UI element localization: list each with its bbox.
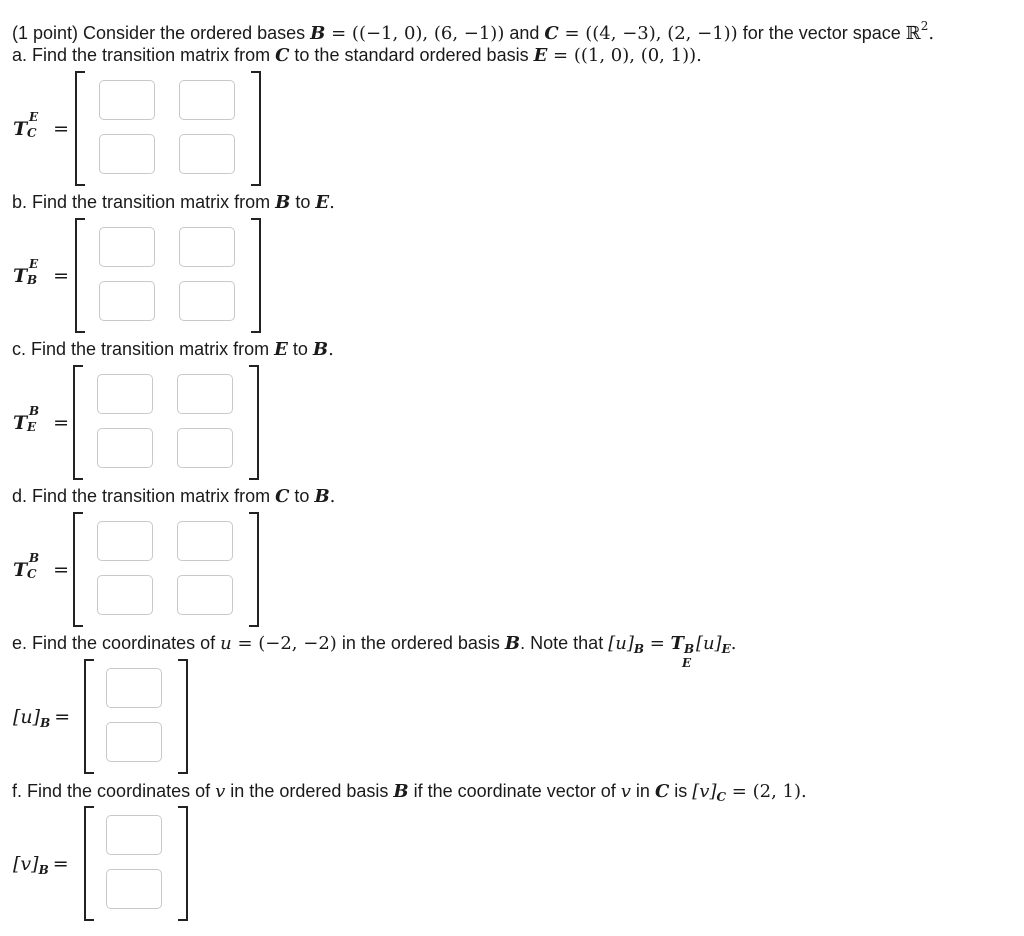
- part-e-formula-end: .: [730, 633, 737, 654]
- part-a-to-basis: E: [533, 45, 548, 66]
- part-b-cell-r2c1[interactable]: [99, 281, 155, 321]
- left-bracket: [84, 659, 94, 774]
- part-a-basis-value: = ((1, 0), (0, 1)).: [547, 45, 702, 66]
- basis-b-symbol: B: [310, 23, 326, 44]
- part-e-cell-r1[interactable]: [106, 668, 162, 708]
- part-f-vector-var: v: [215, 781, 226, 802]
- part-e-formula-lhs-sub: B: [633, 642, 644, 656]
- part-e-formula-rhs-sub: E: [721, 642, 731, 656]
- equals-sign: =: [53, 412, 70, 434]
- part-f-cell-r1[interactable]: [106, 815, 162, 855]
- left-bracket: [73, 512, 83, 627]
- part-a-cell-r2c2[interactable]: [179, 134, 235, 174]
- part-f-in-text: in: [630, 781, 655, 801]
- part-a-middle-text: to the standard ordered basis: [289, 45, 534, 65]
- part-d-period: .: [329, 486, 336, 507]
- part-a-cell-r1c1[interactable]: [99, 80, 155, 120]
- problem-statement: [12, 14, 934, 46]
- part-f-middle-text: in the ordered basis: [225, 781, 394, 801]
- transition-superscript: B: [29, 551, 40, 565]
- equals-sign: =: [53, 559, 70, 581]
- part-e-formula-eq: =: [644, 633, 671, 654]
- part-c-middle-text: to: [287, 339, 313, 359]
- coord-vector-subscript: B: [40, 716, 51, 730]
- basis-c-value: = ((4, −3), (2, −1)): [558, 23, 738, 44]
- transition-symbol: T: [13, 412, 28, 434]
- part-d-to-basis: B: [314, 486, 330, 507]
- part-d-cell-r1c1[interactable]: [97, 521, 153, 561]
- equals-sign: =: [52, 853, 69, 875]
- real-space-symbol: ℝ: [905, 23, 921, 44]
- equals-sign: =: [53, 118, 70, 140]
- equals-sign: =: [53, 265, 70, 287]
- part-a-cell-r2c1[interactable]: [99, 134, 155, 174]
- part-e-vector-value: = (−2, −2): [231, 633, 337, 654]
- part-e-formula-rhs: [u]: [695, 633, 722, 654]
- right-bracket: [251, 218, 261, 333]
- basis-b-value: = ((−1, 0), (6, −1)): [325, 23, 505, 44]
- part-b-cell-r2c2[interactable]: [179, 281, 235, 321]
- part-a-question: [12, 43, 702, 68]
- part-b-to-basis: E: [315, 192, 330, 213]
- part-f-vec-lhs-sub: C: [716, 790, 727, 804]
- transition-symbol: T: [13, 265, 28, 287]
- part-e-vector-label: [13, 706, 70, 730]
- part-d-matrix-label: [13, 551, 70, 582]
- real-space-exponent: 2: [920, 19, 929, 33]
- left-bracket: [84, 806, 94, 921]
- transition-subscript: B: [27, 273, 38, 287]
- intro-period: .: [928, 23, 935, 44]
- part-d-cell-r2c1[interactable]: [97, 575, 153, 615]
- part-f-vector-label: [13, 853, 69, 877]
- left-bracket: [75, 218, 85, 333]
- coord-vector-symbol: [u]: [13, 706, 41, 728]
- part-a-cell-r1c2[interactable]: [179, 80, 235, 120]
- part-e-formula-t-sub: E: [681, 656, 692, 670]
- part-d-question: [12, 484, 335, 509]
- part-e-middle-text: in the ordered basis: [336, 633, 505, 653]
- part-c-period: .: [328, 339, 334, 360]
- part-f-basis: B: [393, 781, 409, 802]
- part-c-matrix-label: [13, 404, 70, 435]
- part-b-matrix-label: [13, 257, 70, 288]
- transition-subscript: C: [27, 126, 37, 140]
- part-e-formula-t: T: [670, 633, 684, 654]
- part-e-formula-t-sup: B: [683, 642, 695, 656]
- part-c-to-basis: B: [312, 339, 329, 360]
- part-f-question: [12, 779, 807, 809]
- vector-space-text: for the vector space: [737, 23, 906, 43]
- left-bracket: [75, 71, 85, 186]
- part-e-note-text: . Note that: [520, 633, 609, 653]
- left-bracket: [73, 365, 83, 480]
- transition-superscript: E: [29, 110, 39, 124]
- right-bracket: [249, 512, 259, 627]
- part-d-from-basis: C: [275, 486, 290, 507]
- part-c-question: [12, 337, 334, 362]
- part-e-cell-r2[interactable]: [106, 722, 162, 762]
- part-d-text: d. Find the transition matrix from: [12, 486, 276, 506]
- transition-subscript: C: [27, 567, 37, 581]
- intro-text: (1 point) Consider the ordered bases: [12, 23, 311, 43]
- part-e-text: e. Find the coordinates of: [12, 633, 221, 653]
- right-bracket: [178, 659, 188, 774]
- coord-vector-subscript: B: [38, 863, 49, 877]
- transition-symbol: T: [13, 118, 28, 140]
- part-f-is-text: is: [669, 781, 693, 801]
- part-a-text: a. Find the transition matrix from: [12, 45, 276, 65]
- part-f-vec-value: = (2, 1).: [726, 781, 807, 802]
- part-a-matrix-label: [13, 110, 70, 141]
- right-bracket: [249, 365, 259, 480]
- part-d-middle-text: to: [289, 486, 315, 506]
- part-b-period: .: [329, 192, 335, 213]
- transition-superscript: E: [29, 257, 39, 271]
- part-f-vector-var2: v: [620, 781, 631, 802]
- part-d-cell-r2c2[interactable]: [177, 575, 233, 615]
- part-e-vector-var: u: [220, 633, 232, 654]
- transition-superscript: B: [29, 404, 40, 418]
- part-c-cell-r2c1[interactable]: [97, 428, 153, 468]
- part-c-from-basis: E: [274, 339, 288, 360]
- and-text: and: [504, 23, 545, 43]
- part-c-text: c. Find the transition matrix from: [12, 339, 275, 359]
- part-b-question: [12, 190, 335, 215]
- part-c-cell-r2c2[interactable]: [177, 428, 233, 468]
- right-bracket: [178, 806, 188, 921]
- part-b-from-basis: B: [275, 192, 291, 213]
- part-f-middle2-text: if the coordinate vector of: [408, 781, 621, 801]
- part-f-cell-r2[interactable]: [106, 869, 162, 909]
- part-b-cell-r1c2[interactable]: [179, 227, 235, 267]
- transition-subscript: E: [27, 420, 37, 434]
- part-b-text: b. Find the transition matrix from: [12, 192, 276, 212]
- right-bracket: [251, 71, 261, 186]
- part-e-formula-lhs: [u]: [608, 633, 634, 654]
- part-b-middle-text: to: [290, 192, 316, 212]
- part-d-cell-r1c2[interactable]: [177, 521, 233, 561]
- coord-vector-symbol: [v]: [13, 853, 39, 875]
- basis-c-symbol: C: [544, 23, 559, 44]
- part-e-basis: B: [504, 633, 521, 654]
- transition-symbol: T: [13, 559, 28, 581]
- part-f-basis2: C: [654, 781, 670, 802]
- part-f-vec-lhs: [v]: [692, 781, 717, 802]
- part-e-question: [12, 631, 737, 670]
- part-f-text: f. Find the coordinates of: [12, 781, 216, 801]
- part-c-cell-r1c2[interactable]: [177, 374, 233, 414]
- part-a-from-basis: C: [275, 45, 290, 66]
- equals-sign: =: [54, 706, 71, 728]
- part-c-cell-r1c1[interactable]: [97, 374, 153, 414]
- part-b-cell-r1c1[interactable]: [99, 227, 155, 267]
